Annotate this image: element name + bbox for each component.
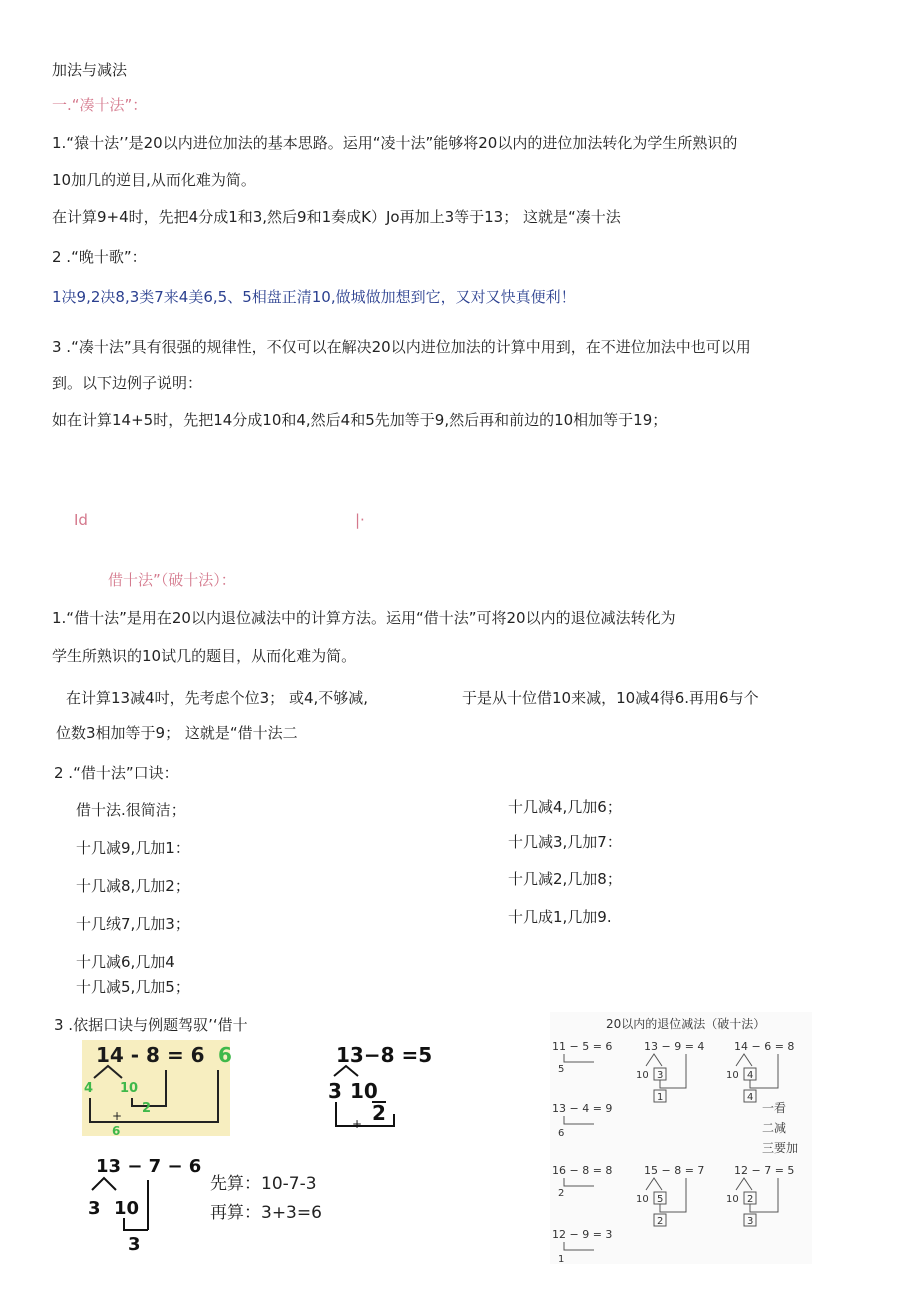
rhyme-line: 借十法.很简洁； — [76, 801, 186, 819]
fig4-r4-bracket — [564, 1242, 594, 1250]
fig3-res: 3 — [128, 1234, 141, 1255]
rhyme-line: 十几减9,几加1： — [76, 839, 190, 857]
sec1-p1-line1: 1.“猿十法’’是20以内进位加法的基本思路。运用“凌十法”能够将20以内的进位加法转化为学生所熟识的 — [52, 134, 738, 152]
fig2-split-lines — [334, 1066, 358, 1076]
sec2-example-a: 在计算13减4吋，先考虑个位3； 或4,不够减, — [66, 689, 369, 707]
rhyme-line: 十几绒7,几加3； — [76, 915, 190, 933]
sec2-p1-line1: 1.“借十法”是用在20以内退位减法中的计算方法。运用“借十法”可将20以内的退位减法转化为 — [52, 609, 676, 627]
fig4-r3a-bracket — [564, 1178, 594, 1186]
sec1-p3-line2: 到。以下边例子说明： — [52, 374, 203, 392]
fig4-r3b-2: 2 — [657, 1216, 664, 1227]
fig3-n3: 3 — [88, 1198, 101, 1219]
figure-13-minus-7 — [86, 1152, 202, 1255]
fig4-step2: 二减 — [762, 1121, 787, 1135]
rhyme-line: 十几减3,几加7： — [508, 833, 622, 851]
fig4-r3c-2: 2 — [747, 1194, 754, 1205]
fig4-r1c-split — [736, 1054, 752, 1066]
sec2-p3-heading: 3 .依据口诀与例题驾驭’‘借十 — [54, 1016, 248, 1034]
fig4-r1a-sub: 5 — [558, 1064, 565, 1075]
fig4-step1: 一看 — [762, 1101, 787, 1115]
fig3-expr: 13 − 7 − 6 — [96, 1156, 202, 1177]
fig4-r3-c: 12 − 7 = 5 — [734, 1164, 795, 1177]
fig4-r4: 12 − 9 = 3 — [552, 1228, 613, 1241]
fig4-r1-c: 14 − 6 = 8 — [734, 1040, 795, 1053]
figure-14-minus-8-svg — [82, 1040, 230, 1136]
rhyme-cut-line-wrapper — [76, 952, 175, 971]
fig4-r1c-4b: 4 — [747, 1092, 754, 1103]
fig4-r3b-10: 10 — [636, 1194, 649, 1205]
fig1-split-lines — [94, 1066, 122, 1078]
fig4-r3b-bracket — [660, 1178, 686, 1212]
sec1-p2-song: 1决9,2决8,3类7来4美6,5、5相盘正清10,做城做加想到它，又对又快真便利！ — [52, 288, 576, 306]
fig4-r2-bracket — [564, 1116, 594, 1124]
sec2-p1-line2: 学生所熟识的10试几的题目，从而化难为简。 — [52, 647, 357, 665]
fig4-r2-sub: 6 — [558, 1128, 565, 1139]
fig3-split-lines — [92, 1178, 116, 1190]
section2-marker-right: |· — [355, 511, 365, 529]
fig4-r2: 13 − 4 = 9 — [552, 1102, 613, 1115]
fig3-n10: 10 — [114, 1198, 140, 1219]
fig1-bracket-add — [90, 1070, 218, 1122]
fig4-r1-b: 13 − 9 = 4 — [644, 1040, 705, 1053]
fig4-r1b-3: 3 — [657, 1070, 664, 1081]
fig1-plus: + — [112, 1109, 123, 1123]
fig4-r1b-1: 1 — [657, 1092, 664, 1103]
fig4-r1b-10: 10 — [636, 1070, 649, 1081]
fig4-r1-a: 11 − 5 = 6 — [552, 1040, 613, 1053]
fig1-n2: 2 — [142, 1101, 152, 1116]
figure-14-minus-8 — [82, 1040, 230, 1136]
fig4-r1c-10: 10 — [726, 1070, 739, 1081]
fig2-n3: 3 — [328, 1079, 342, 1103]
fig1-n10: 10 — [120, 1081, 139, 1096]
fig3-note2: 再算：3+3=6 — [210, 1203, 322, 1223]
figure-subtraction-chart-svg — [550, 1012, 812, 1264]
rhyme-line: 十几成1,几加9. — [508, 908, 612, 926]
rhyme-line: 十几减5,几加5； — [76, 978, 190, 996]
rhyme-line: 十几减4,几加6； — [508, 798, 622, 816]
sec2-example-b: 于是从十位借10来减，10减4得6.再用6与个 — [462, 689, 759, 707]
section2-marker-left: Id — [74, 511, 88, 529]
fig4-title: 20以内的退位减法（破十法） — [606, 1017, 766, 1031]
sec1-p1-line2: 10加几的逆目,从而化难为简。 — [52, 171, 256, 189]
fig2-n10: 10 — [350, 1079, 378, 1103]
fig2-plus: + — [352, 1117, 363, 1131]
section2-heading: 借十法”（破十法）： — [108, 571, 236, 589]
rhyme-cut-line: 十几减6,几加4 — [76, 953, 175, 971]
sec1-p1-example: 在计算9+4时，先把4分成1和3,然后9和1奏成K）Jo再加上3等于13； 这就是“凑十法 — [52, 208, 621, 226]
fig1-n6: 6 — [112, 1124, 121, 1138]
sec1-p3-example: 如在计算14+5时，先把14分成10和4,然后4和5先加等于9,然后再和前边的10相加等于19； — [52, 411, 668, 429]
sec2-example-c: 位数3相加等于9； 这就是“借十法二 — [56, 724, 298, 742]
fig4-r3a-sub: 2 — [558, 1188, 565, 1199]
fig4-r3c-bracket — [750, 1178, 778, 1212]
sec2-p2-heading: 2 .“借十法”口诀： — [54, 764, 179, 782]
fig1-result-green: 6 — [218, 1043, 232, 1067]
section1-heading: 一.“凑十法”： — [52, 96, 148, 114]
fig4-r3c-split — [736, 1178, 752, 1190]
fig4-r3-b: 15 − 8 = 7 — [644, 1164, 705, 1177]
fig4-r3b-5: 5 — [657, 1194, 664, 1205]
fig4-r1c-bracket — [750, 1054, 778, 1088]
rhyme-line: 十几减8,几加2； — [76, 877, 190, 895]
fig4-r1c-4: 4 — [747, 1070, 754, 1081]
fig3-note1: 先算：10-7-3 — [210, 1174, 317, 1194]
fig2-n2: 2 — [372, 1101, 386, 1125]
rhyme-line: 十几减2,几加8； — [508, 870, 622, 888]
figure-subtraction-chart — [550, 1012, 812, 1264]
figure-13-minus-8-svg — [328, 1040, 458, 1132]
fig2-expr: 13−8 =5 — [336, 1043, 433, 1067]
fig4-r3-a: 16 − 8 = 8 — [552, 1164, 613, 1177]
fig4-r1a-bracket — [564, 1054, 594, 1062]
fig4-r3b-split — [646, 1178, 662, 1190]
fig4-step3: 三要加 — [762, 1141, 799, 1155]
fig1-n4: 4 — [84, 1081, 94, 1096]
fig4-r4-sub: 1 — [558, 1254, 565, 1265]
sec1-p2-heading: 2 .“晚十歌”： — [52, 248, 147, 266]
page-title: 加法与减法 — [52, 61, 128, 79]
fig4-r3c-3: 3 — [747, 1216, 754, 1227]
sec1-p3-line1: 3 .“凑十法”具有很强的规律性，不仅可以在解决20以内进位加法的计算中用到，在不进位加法中也可以用 — [52, 338, 751, 356]
fig1-expr: 14 - 8 = 6 — [96, 1043, 205, 1067]
fig3-bracket — [124, 1218, 148, 1230]
fig4-r3c-10: 10 — [726, 1194, 739, 1205]
figure-13-minus-8 — [328, 1040, 458, 1132]
fig4-r1b-split — [646, 1054, 662, 1066]
fig4-r1b-bracket — [660, 1054, 686, 1088]
figure-13-minus-7-svg — [86, 1152, 202, 1255]
